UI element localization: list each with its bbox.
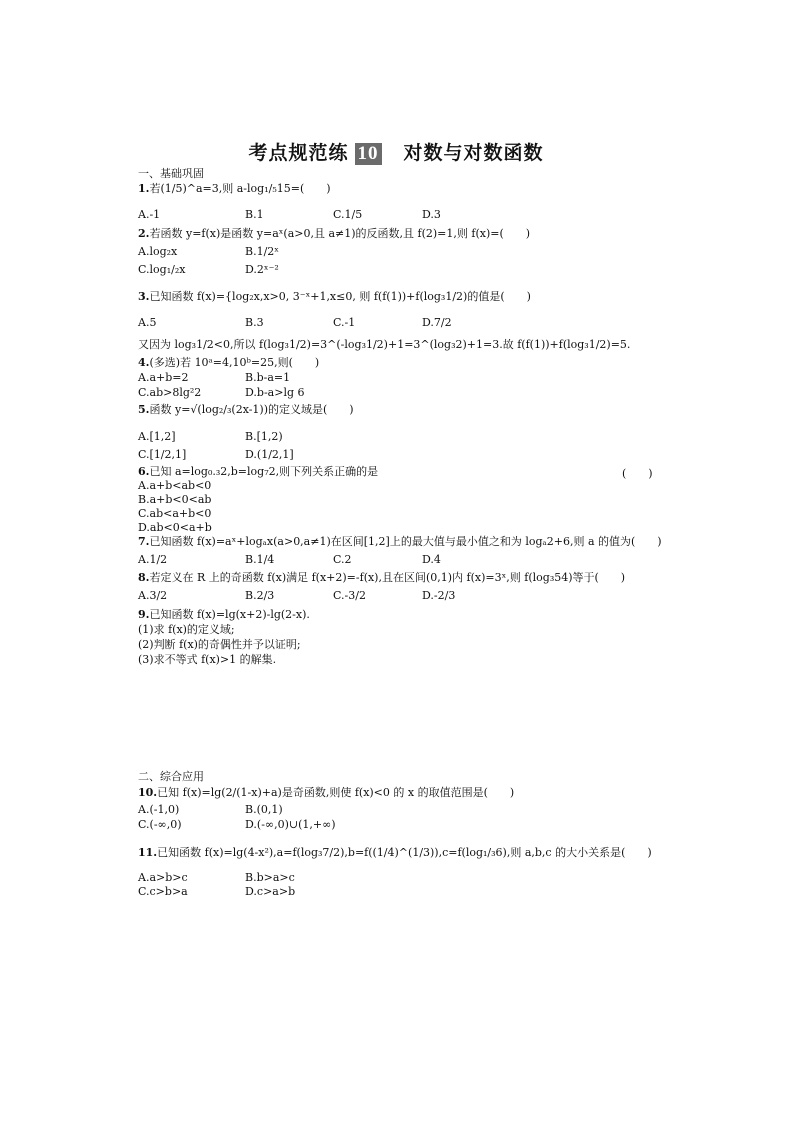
q1-option-d: D.3 <box>422 208 441 221</box>
q2-option-a: A.log₂x <box>138 245 178 258</box>
q6-option-d: D.ab<0<a+b <box>138 521 212 534</box>
q7-option-a: A.1/2 <box>138 553 168 566</box>
question-1 <box>138 182 331 196</box>
question-9 <box>138 608 310 622</box>
q9-part-2: (2)判断 f(x)的奇偶性并予以证明; <box>138 638 301 651</box>
q11-option-c: C.c>b>a <box>138 885 188 898</box>
q11-option-a: A.a>b>c <box>138 871 188 884</box>
q2-option-d: D.2ˣ⁻² <box>245 263 279 276</box>
q1-text: 若(1/5)^a=3,则 a-log₁/₅15=( ) <box>149 182 331 195</box>
q4-text: (多选)若 10ᵃ=4,10ᵇ=25,则( ) <box>149 356 320 369</box>
q7-num: 7. <box>138 535 150 548</box>
q8-text: 若定义在 R 上的奇函数 f(x)满足 f(x+2)=-f(x),且在区间(0,1)内 f(x)=3ˣ,则 f(log₃54)等于( ) <box>149 571 626 584</box>
q6-answer-paren: ( ) <box>622 467 653 480</box>
q6-option-b: B.a+b<0<ab <box>138 493 212 506</box>
question-4 <box>138 356 319 370</box>
question-5 <box>138 403 354 417</box>
q9-part-3: (3)求不等式 f(x)>1 的解集. <box>138 653 277 666</box>
section-heading-1: 一、基础巩固 <box>138 167 204 180</box>
q6-option-a: A.a+b<ab<0 <box>138 479 212 492</box>
question-10 <box>138 786 514 800</box>
q9-text: 已知函数 f(x)=lg(x+2)-lg(2-x). <box>149 608 310 621</box>
q4-option-d: D.b-a>lg 6 <box>245 386 305 399</box>
q6-num: 6. <box>138 465 150 478</box>
title-prefix: 考点规范练 <box>248 142 349 164</box>
section-heading-2: 二、综合应用 <box>138 770 204 783</box>
question-8 <box>138 571 625 585</box>
q10-option-d: D.(-∞,0)∪(1,+∞) <box>245 818 336 831</box>
question-11 <box>138 846 652 860</box>
q8-option-d: D.-2/3 <box>422 589 456 602</box>
q2-text: 若函数 y=f(x)是函数 y=aˣ(a>0,且 a≠1)的反函数,且 f(2)=1,则 f(x)=( ) <box>149 227 531 240</box>
title-subject: 对数与对数函数 <box>403 142 544 164</box>
q2-option-b: B.1/2ˣ <box>245 245 279 258</box>
q7-option-d: D.4 <box>422 553 441 566</box>
q5-num: 5. <box>138 403 150 416</box>
q8-num: 8. <box>138 571 150 584</box>
q9-num: 9. <box>138 608 150 621</box>
q11-text: 已知函数 f(x)=lg(4-x²),a=f(log₃7/2),b=f((1/4)^(1/3)),c=f(log₁/₃6),则 a,b,c 的大小关系是( ) <box>157 846 652 859</box>
q5-option-b: B.[1,2) <box>245 430 283 443</box>
q11-num: 11. <box>138 846 158 859</box>
question-6 <box>138 465 378 479</box>
page-title <box>0 138 792 165</box>
q1-num: 1. <box>138 182 150 195</box>
question-7 <box>138 535 662 549</box>
q5-option-c: C.[1/2,1] <box>138 448 187 461</box>
q1-option-c: C.1/5 <box>333 208 363 221</box>
q5-option-a: A.[1,2] <box>138 430 176 443</box>
q6-text: 已知 a=log₀.₃2,b=log₇2,则下列关系正确的是 <box>149 465 379 478</box>
q9-part-1: (1)求 f(x)的定义域; <box>138 623 235 636</box>
q5-option-d: D.(1/2,1] <box>245 448 294 461</box>
q11-option-d: D.c>a>b <box>245 885 296 898</box>
q10-text: 已知 f(x)=lg(2/(1-x)+a)是奇函数,则使 f(x)<0 的 x 的取值范围是( ) <box>157 786 515 799</box>
q4-option-b: B.b-a=1 <box>245 371 291 384</box>
title-number: 10 <box>355 143 382 165</box>
q4-option-c: C.ab>8lg²2 <box>138 386 202 399</box>
q6-option-c: C.ab<a+b<0 <box>138 507 212 520</box>
q3-solution-note: 又因为 log₃1/2<0,所以 f(log₃1/2)=3^(-log₃1/2)+1=3^(log₃2)+1=3.故 f(f(1))+f(log₃1/2)=5. <box>138 338 631 351</box>
q3-option-b: B.3 <box>245 316 264 329</box>
question-3 <box>138 290 531 304</box>
q10-option-c: C.(-∞,0) <box>138 818 182 831</box>
q10-option-a: A.(-1,0) <box>138 803 180 816</box>
q1-option-a: A.-1 <box>138 208 161 221</box>
q10-num: 10. <box>138 786 158 799</box>
q2-option-c: C.log₁/₂x <box>138 263 186 276</box>
q7-option-b: B.1/4 <box>245 553 275 566</box>
question-2 <box>138 227 530 241</box>
q5-text: 函数 y=√(log₂/₃(2x-1))的定义域是( ) <box>149 403 354 416</box>
q7-option-c: C.2 <box>333 553 352 566</box>
q3-num: 3. <box>138 290 150 303</box>
q8-option-b: B.2/3 <box>245 589 275 602</box>
q8-option-a: A.3/2 <box>138 589 168 602</box>
q7-text: 已知函数 f(x)=aˣ+logₐx(a>0,a≠1)在区间[1,2]上的最大值与最小值之和为 logₐ2+6,则 a 的值为( ) <box>149 535 662 548</box>
q3-option-a: A.5 <box>138 316 157 329</box>
q4-num: 4. <box>138 356 150 369</box>
q2-num: 2. <box>138 227 150 240</box>
q4-option-a: A.a+b=2 <box>138 371 189 384</box>
q1-option-b: B.1 <box>245 208 264 221</box>
q3-text: 已知函数 f(x)={log₂x,x>0, 3⁻ˣ+1,x≤0, 则 f(f(1))+f(log₃1/2)的值是( ) <box>149 290 531 303</box>
q10-option-b: B.(0,1) <box>245 803 283 816</box>
q8-option-c: C.-3/2 <box>333 589 366 602</box>
q11-option-b: B.b>a>c <box>245 871 295 884</box>
q3-option-d: D.7/2 <box>422 316 452 329</box>
q3-option-c: C.-1 <box>333 316 356 329</box>
